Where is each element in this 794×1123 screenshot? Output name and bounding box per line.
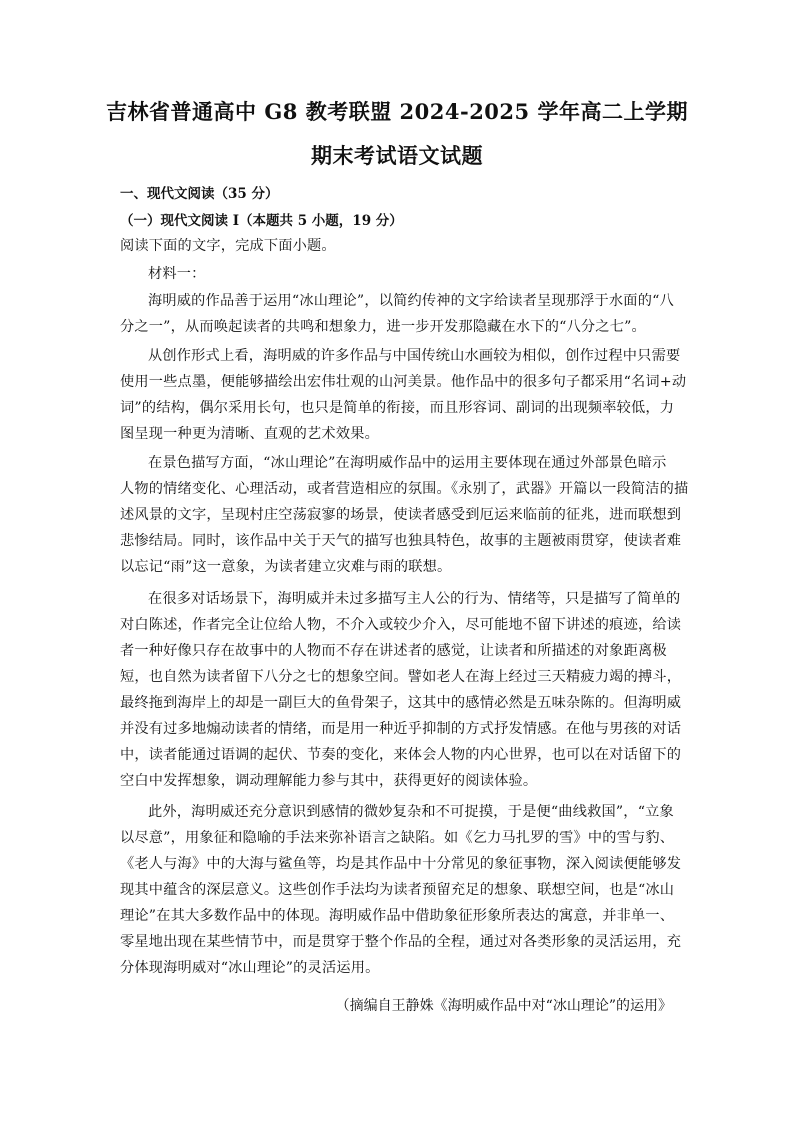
- paragraph-line: 词”的结构，偶尔采用长句，也只是简单的衔接，而且形容词、副词的出现频率较低，力: [120, 400, 675, 416]
- paragraph-line: 并没有过多地煽动读者的情绪，而是用一种近乎抑制的方式抒发情感。在他与男孩的对话: [120, 721, 682, 737]
- instruction-text: 阅读下面的文字，完成下面小题。: [120, 238, 336, 254]
- paragraph-line: 悲惨结局。同时，该作品中关于天气的描写也独具特色，故事的主题被雨贯穿，使读者难: [120, 533, 682, 549]
- paragraph-line: 人物的情绪变化、心理活动，或者营造相应的氛围。《永别了，武器》开篇以一段简洁的描: [120, 481, 689, 497]
- paragraph-line: 零星地出现在某些情节中，而是贯穿于整个作品的全程，通过对各类形象的灵活运用，充: [120, 934, 682, 950]
- paragraph-line: 述风景的文字，呈现村庄空荡寂寥的场景，使读者感受到厄运来临前的征兆，进而联想到: [120, 507, 682, 523]
- paragraph-line: 分体现海明威对“冰山理论”的灵活运用。: [120, 960, 380, 976]
- paragraph-line: 空白中发挥想象，调动理解能力参与其中，获得更好的阅读体验。: [120, 773, 538, 789]
- material-label: 材料一：: [148, 266, 206, 282]
- subsection-heading: （一）现代文阅读 I（本题共 5 小题，19 分）: [120, 213, 403, 229]
- document-title-line-2: 期末考试语文试题: [311, 143, 483, 168]
- paragraph-line: 对白陈述，作者完全让位给人物，不介入或较少介入，尽可能地不留下讲述的痕迹，给读: [120, 617, 682, 633]
- paragraph-line: 《老人与海》中的大海与鲨鱼等，均是其作品中十分常见的象征事物，深入阅读便能够发: [120, 856, 682, 872]
- document-title-line-1: 吉林省普通高中 G8 教考联盟 2024-2025 学年高二上学期: [106, 99, 688, 124]
- paragraph-line: 此外，海明威还充分意识到感情的微妙复杂和不可捉摸，于是便“曲线救国”，“立象: [148, 804, 674, 820]
- paragraph-line: 中，读者能通过语调的起伏、节奏的变化，来体会人物的内心世界，也可以在对话留下的: [120, 747, 682, 763]
- paragraph-line: 在景色描写方面，“冰山理论”在海明威作品中的运用主要体现在通过外部景色暗示: [148, 455, 667, 471]
- paragraph-line: 海明威的作品善于运用“冰山理论”，以简约传神的文字给读者呈现那浮于水面的“八: [148, 293, 674, 309]
- paragraph-line: 从创作形式上看，海明威的许多作品与中国传统山水画较为相似，创作过程中只需要: [148, 348, 681, 364]
- paragraph-line: 者一种好像只存在故事中的人物而不存在讲述者的感觉，让读者和所描述的对象距离极: [120, 643, 667, 659]
- paragraph-line: 图呈现一种更为清晰、直观的艺术效果。: [120, 426, 379, 442]
- paragraph-line: 分之一”，从而唤起读者的共鸣和想象力，进一步开发那隐藏在水下的“八分之七”。: [120, 319, 646, 335]
- source-citation: （摘编自王静姝《海明威作品中对“冰山理论”的运用》: [335, 998, 672, 1014]
- paragraph-line: 最终拖到海岸上的却是一副巨大的鱼骨架子，这其中的感情必然是五味杂陈的。但海明威: [120, 695, 682, 711]
- paragraph-line: 短，也自然为读者留下八分之七的想象空间。譬如老人在海上经过三天精疲力竭的搏斗，: [120, 669, 682, 685]
- paragraph-line: 以忘记“雨”这一意象，为读者建立灾难与雨的联想。: [120, 559, 452, 575]
- paragraph-line: 在很多对话场景下，海明威并未过多描写主人公的行为、情绪等，只是描写了简单的: [148, 591, 681, 607]
- paragraph-line: 使用一些点墨，便能够描绘出宏伟壮观的山河美景。他作品中的很多句子都采用“名词+动: [120, 374, 687, 390]
- section-heading: 一、现代文阅读（35 分）: [120, 186, 279, 202]
- paragraph-line: 理论”在其大多数作品中的体现。海明威作品中借助象征形象所表达的寓意，并非单一、: [120, 908, 675, 924]
- paragraph-line: 以尽意”，用象征和隐喻的手法来弥补语言之缺陷。如《乞力马扎罗的雪》中的雪与豹、: [120, 830, 675, 846]
- paragraph-line: 现其中蕴含的深层意义。这些创作手法均为读者预留充足的想象、联想空间，也是“冰山: [120, 882, 675, 898]
